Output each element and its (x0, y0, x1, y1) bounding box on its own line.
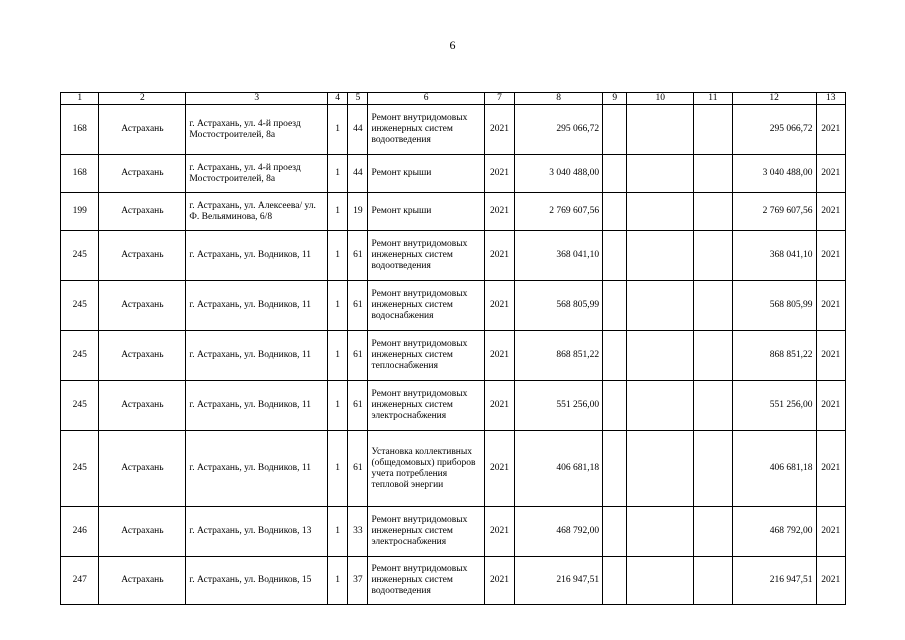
table-cell-col-12: 406 681,18 (732, 431, 816, 507)
table-cell-col-11 (694, 507, 732, 557)
column-header: 7 (484, 93, 514, 105)
table-header-row (61, 93, 846, 105)
table-cell-col-6: Ремонт крыши (368, 193, 484, 231)
page-number: 6 (449, 38, 456, 52)
table-cell-col-3: г. Астрахань, ул. Водников, 11 (186, 381, 328, 431)
table-cell-col-6: Ремонт внутридомовых инженерных систем электроснабжения (368, 381, 484, 431)
table-cell-col-1: 246 (61, 507, 99, 557)
table-cell-col-10 (627, 155, 694, 193)
table-cell-col-1: 247 (61, 557, 99, 605)
table-cell-col-13: 2021 (816, 231, 845, 281)
table-cell-col-10 (627, 331, 694, 381)
table-cell-col-2: Астрахань (99, 331, 186, 381)
table-cell-col-5: 37 (348, 557, 368, 605)
table-cell-col-9 (603, 105, 627, 155)
table-cell-col-12: 868 851,22 (732, 331, 816, 381)
table-cell-col-5: 33 (348, 507, 368, 557)
table-cell-col-7: 2021 (484, 105, 514, 155)
table-cell-col-13: 2021 (816, 381, 845, 431)
table-cell-col-9 (603, 231, 627, 281)
table-cell-col-8: 406 681,18 (515, 431, 603, 507)
table-cell-col-5: 61 (348, 231, 368, 281)
table-cell-col-7: 2021 (484, 557, 514, 605)
table-row (61, 231, 846, 281)
table-cell-col-13: 2021 (816, 281, 845, 331)
table-cell-col-4: 1 (328, 507, 348, 557)
table-cell-col-7: 2021 (484, 155, 514, 193)
table-cell-col-1: 199 (61, 193, 99, 231)
table-cell-col-12: 368 041,10 (732, 231, 816, 281)
table-cell-col-4: 1 (328, 193, 348, 231)
table-cell-col-1: 245 (61, 431, 99, 507)
table-cell-col-3: г. Астрахань, ул. Алексеева/ ул. Ф. Вельяминова, 6/8 (186, 193, 328, 231)
table-cell-col-6: Ремонт внутридомовых инженерных систем электроснабжения (368, 507, 484, 557)
table-cell-col-13: 2021 (816, 155, 845, 193)
table-row (61, 331, 846, 381)
table-cell-col-5: 19 (348, 193, 368, 231)
table-cell-col-9 (603, 507, 627, 557)
table-cell-col-9 (603, 155, 627, 193)
table-cell-col-11 (694, 155, 732, 193)
table-cell-col-7: 2021 (484, 231, 514, 281)
table-cell-col-8: 216 947,51 (515, 557, 603, 605)
table-cell-col-8: 551 256,00 (515, 381, 603, 431)
column-header: 13 (816, 93, 845, 105)
table-cell-col-10 (627, 557, 694, 605)
table-cell-col-8: 295 066,72 (515, 105, 603, 155)
table-cell-col-2: Астрахань (99, 381, 186, 431)
table-cell-col-7: 2021 (484, 381, 514, 431)
table-cell-col-4: 1 (328, 331, 348, 381)
table-cell-col-11 (694, 557, 732, 605)
table-cell-col-4: 1 (328, 431, 348, 507)
table-cell-col-3: г. Астрахань, ул. Водников, 11 (186, 331, 328, 381)
table-cell-col-9 (603, 557, 627, 605)
table-cell-col-5: 61 (348, 281, 368, 331)
table-cell-col-2: Астрахань (99, 193, 186, 231)
column-header: 4 (328, 93, 348, 105)
table-cell-col-3: г. Астрахань, ул. Водников, 15 (186, 557, 328, 605)
table-cell-col-13: 2021 (816, 105, 845, 155)
table-cell-col-5: 61 (348, 381, 368, 431)
table-cell-col-3: г. Астрахань, ул. Водников, 11 (186, 281, 328, 331)
table-cell-col-6: Ремонт внутридомовых инженерных систем водоснабжения (368, 281, 484, 331)
column-header: 1 (61, 93, 99, 105)
column-header: 12 (732, 93, 816, 105)
table-cell-col-9 (603, 281, 627, 331)
table-cell-col-3: г. Астрахань, ул. 4-й проезд Мостостроителей, 8а (186, 105, 328, 155)
table-cell-col-13: 2021 (816, 331, 845, 381)
table-cell-col-1: 245 (61, 281, 99, 331)
table-row (61, 105, 846, 155)
table-cell-col-5: 61 (348, 431, 368, 507)
table-cell-col-6: Ремонт внутридомовых инженерных систем водоотведения (368, 105, 484, 155)
column-header: 10 (627, 93, 694, 105)
table-cell-col-3: г. Астрахань, ул. Водников, 13 (186, 507, 328, 557)
table-cell-col-5: 61 (348, 331, 368, 381)
table-cell-col-13: 2021 (816, 507, 845, 557)
table-cell-col-3: г. Астрахань, ул. Водников, 11 (186, 431, 328, 507)
table-cell-col-9 (603, 193, 627, 231)
table-cell-col-1: 245 (61, 231, 99, 281)
column-header: 3 (186, 93, 328, 105)
table-cell-col-12: 295 066,72 (732, 105, 816, 155)
table-cell-col-4: 1 (328, 231, 348, 281)
table-cell-col-4: 1 (328, 155, 348, 193)
table-cell-col-1: 168 (61, 105, 99, 155)
table-cell-col-2: Астрахань (99, 281, 186, 331)
table-cell-col-8: 368 041,10 (515, 231, 603, 281)
table-cell-col-1: 168 (61, 155, 99, 193)
table-cell-col-4: 1 (328, 281, 348, 331)
table-cell-col-8: 868 851,22 (515, 331, 603, 381)
column-header: 2 (99, 93, 186, 105)
table-cell-col-10 (627, 281, 694, 331)
table-cell-col-6: Ремонт внутридомовых инженерных систем водоотведения (368, 231, 484, 281)
table-cell-col-3: г. Астрахань, ул. Водников, 11 (186, 231, 328, 281)
table-cell-col-7: 2021 (484, 507, 514, 557)
column-header: 6 (368, 93, 484, 105)
table-cell-col-11 (694, 193, 732, 231)
column-header: 9 (603, 93, 627, 105)
table-cell-col-12: 551 256,00 (732, 381, 816, 431)
table-cell-col-12: 2 769 607,56 (732, 193, 816, 231)
table-row (61, 381, 846, 431)
table-cell-col-6: Установка коллективных (общедомовых) приборов учета потребления тепловой энергии (368, 431, 484, 507)
table-cell-col-12: 468 792,00 (732, 507, 816, 557)
table-cell-col-2: Астрахань (99, 155, 186, 193)
table-row (61, 507, 846, 557)
table-cell-col-13: 2021 (816, 431, 845, 507)
table-cell-col-4: 1 (328, 557, 348, 605)
table-cell-col-10 (627, 431, 694, 507)
table-cell-col-7: 2021 (484, 331, 514, 381)
table-cell-col-10 (627, 507, 694, 557)
table-cell-col-8: 2 769 607,56 (515, 193, 603, 231)
table-cell-col-5: 44 (348, 105, 368, 155)
table-cell-col-2: Астрахань (99, 557, 186, 605)
table-cell-col-11 (694, 281, 732, 331)
table-row (61, 193, 846, 231)
table-cell-col-1: 245 (61, 381, 99, 431)
table-cell-col-7: 2021 (484, 281, 514, 331)
table-cell-col-13: 2021 (816, 557, 845, 605)
table-cell-col-10 (627, 193, 694, 231)
table-cell-col-13: 2021 (816, 193, 845, 231)
table-cell-col-7: 2021 (484, 193, 514, 231)
table-cell-col-11 (694, 105, 732, 155)
table-cell-col-4: 1 (328, 105, 348, 155)
table-cell-col-9 (603, 331, 627, 381)
table-cell-col-11 (694, 381, 732, 431)
table-cell-col-10 (627, 231, 694, 281)
table-cell-col-6: Ремонт внутридомовых инженерных систем теплоснабжения (368, 331, 484, 381)
table-cell-col-8: 568 805,99 (515, 281, 603, 331)
table-cell-col-6: Ремонт крыши (368, 155, 484, 193)
table-cell-col-8: 468 792,00 (515, 507, 603, 557)
table-row (61, 155, 846, 193)
table-cell-col-2: Астрахань (99, 507, 186, 557)
table-cell-col-2: Астрахань (99, 431, 186, 507)
table-cell-col-3: г. Астрахань, ул. 4-й проезд Мостостроителей, 8а (186, 155, 328, 193)
column-header: 11 (694, 93, 732, 105)
column-header: 5 (348, 93, 368, 105)
table-cell-col-12: 216 947,51 (732, 557, 816, 605)
table-row (61, 557, 846, 605)
table-cell-col-11 (694, 431, 732, 507)
table-cell-col-10 (627, 105, 694, 155)
table-row (61, 281, 846, 331)
table-cell-col-1: 245 (61, 331, 99, 381)
table-cell-col-5: 44 (348, 155, 368, 193)
table-cell-col-2: Астрахань (99, 105, 186, 155)
table-row (61, 431, 846, 507)
table-cell-col-9 (603, 381, 627, 431)
table-cell-col-11 (694, 231, 732, 281)
column-header: 8 (515, 93, 603, 105)
table-cell-col-11 (694, 331, 732, 381)
table-cell-col-6: Ремонт внутридомовых инженерных систем водоотведения (368, 557, 484, 605)
table-cell-col-7: 2021 (484, 431, 514, 507)
table-cell-col-10 (627, 381, 694, 431)
table-cell-col-9 (603, 431, 627, 507)
table-cell-col-12: 3 040 488,00 (732, 155, 816, 193)
table-cell-col-8: 3 040 488,00 (515, 155, 603, 193)
data-table (60, 92, 846, 605)
table-cell-col-4: 1 (328, 381, 348, 431)
table-cell-col-2: Астрахань (99, 231, 186, 281)
table-cell-col-12: 568 805,99 (732, 281, 816, 331)
